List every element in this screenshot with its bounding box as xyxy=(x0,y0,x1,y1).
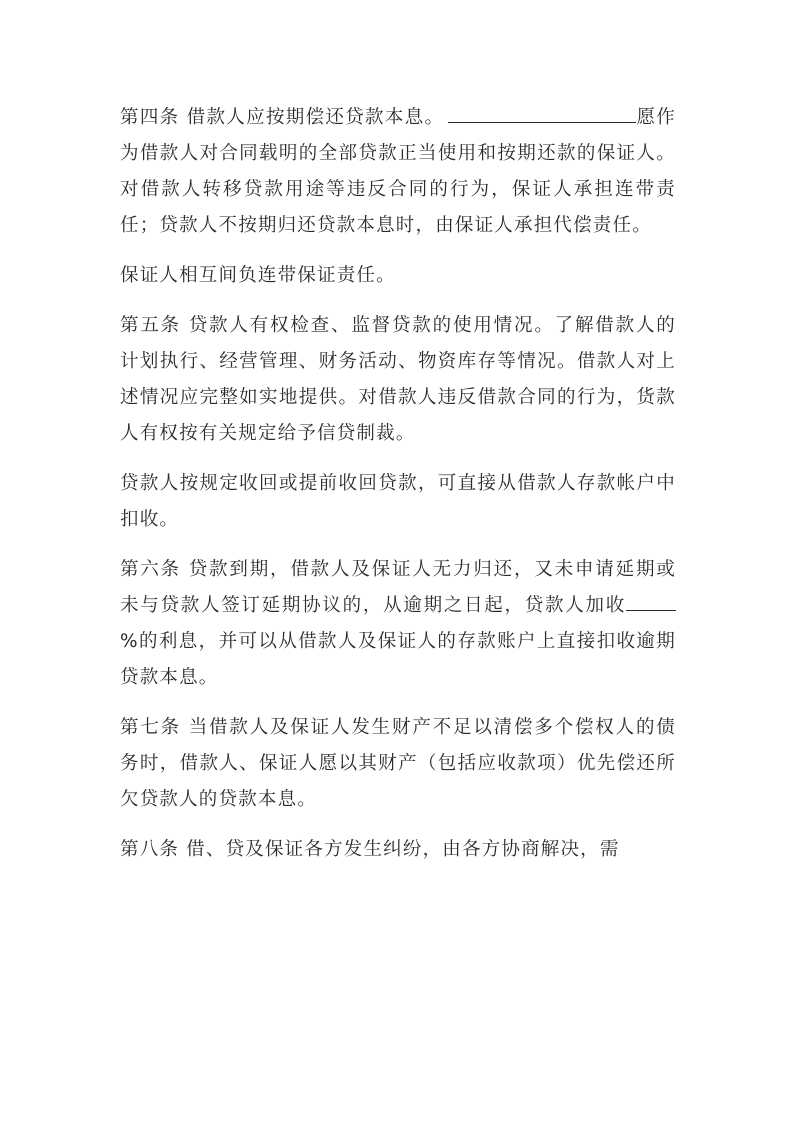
article-4-note: 保证人相互间负连带保证责任。 xyxy=(120,265,396,286)
article-5-note: 贷款人按规定收回或提前收回贷款，可直接从借款人存款帐户中扣收。 xyxy=(120,473,676,530)
article-8: 第八条 借、贷及保证各方发生纠纷，由各方协商解决，需 xyxy=(120,839,620,860)
article-4-text-cont: 愿作为借款人对合同载明的全部贷款正当使用和按期还款的保证人。对借款人转移贷款用途等违反合同的行为，保证人承担连带责任；贷款人不按期归还贷款本息时，由保证人承担代偿责任。 xyxy=(120,107,676,236)
article-7: 第七条 当借款人及保证人发生财产不足以清偿多个偿权人的债务时，借款人、保证人愿以其财产（包括应收款项）优先偿还所欠贷款人的贷款本息。 xyxy=(120,717,676,810)
document-page xyxy=(120,100,676,882)
guarantor-name-blank xyxy=(448,100,636,123)
article-6-text: 第六条 贷款到期，借款人及保证人无力归还，又未申请延期或未与贷款人签订延期协议的，从逾期之日起，贷款人加收 xyxy=(120,559,676,616)
article-6-text-cont: %的利息，并可以从借款人及保证人的存款账户上直接扣收逾期贷款本息。 xyxy=(120,631,676,688)
interest-rate-blank xyxy=(626,588,676,611)
article-4 xyxy=(120,100,676,244)
article-4-text: 第四条 借款人应按期偿还贷款本息。 xyxy=(120,107,445,128)
article-5: 第五条 贷款人有权检查、监督贷款的使用情况。了解借款人的计划执行、经营管理、财务活动、物资库存等情况。借款人对上述情况应完整如实地提供。对借款人违反借款合同的行为，货款人有权按有关规定给予信贷制裁。 xyxy=(120,315,676,444)
article-6 xyxy=(120,552,676,696)
